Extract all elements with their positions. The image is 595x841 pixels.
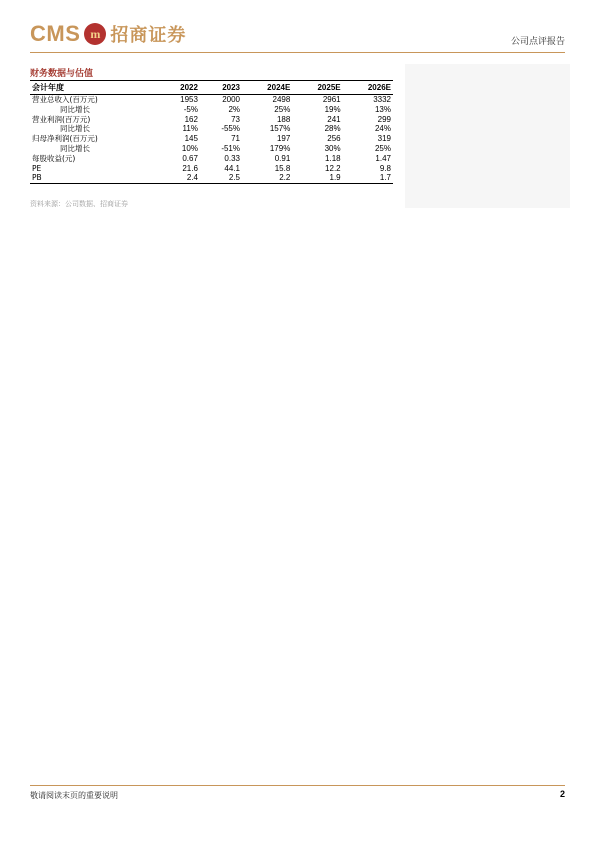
- table-cell: 2.2: [242, 173, 292, 183]
- table-cell: 73: [231, 114, 240, 124]
- table-cell: 2961: [322, 95, 341, 104]
- header-divider: [30, 52, 565, 53]
- table-cell: 179%: [269, 143, 291, 153]
- row-label: 营业利润(百万元): [32, 114, 91, 124]
- column-header: 2026E: [343, 81, 393, 95]
- table-cell: 12.2: [325, 163, 341, 173]
- cms-logo: [30, 20, 186, 48]
- table-cell: 13%: [374, 104, 391, 114]
- table-cell: 162: [184, 114, 198, 124]
- table-row: [30, 124, 393, 134]
- table-cell: 2%: [228, 104, 240, 114]
- row-label: PE: [32, 163, 42, 173]
- table-cell: 9.8: [379, 163, 391, 173]
- footer-notice: 敬请阅读末页的重要说明: [30, 791, 118, 800]
- column-header: 2023: [200, 81, 242, 95]
- row-label: 同比增长: [60, 104, 90, 114]
- table-cell: -5%: [183, 104, 198, 114]
- table-cell: 10%: [181, 143, 198, 153]
- logo-cms-text: CMS: [30, 21, 81, 46]
- table-cell: 188: [276, 114, 291, 124]
- side-panel: [405, 64, 570, 208]
- table-cell: 1.18: [325, 153, 341, 163]
- table-cell: 197: [276, 134, 291, 144]
- table-cell: -55%: [221, 124, 240, 134]
- table-cell: 3332: [373, 95, 391, 104]
- logo-company-name: 招商证券: [110, 25, 187, 46]
- table-row: [30, 134, 393, 144]
- table-cell: 1.9: [292, 173, 342, 183]
- table-cell: 21.6: [182, 163, 198, 173]
- table-cell: 0.33: [224, 153, 240, 163]
- table-row: [30, 164, 393, 174]
- page-number: 2: [559, 789, 565, 799]
- table-cell: 299: [377, 114, 391, 124]
- row-label: 同比增长: [60, 143, 90, 153]
- table-cell: 2.5: [200, 173, 242, 183]
- table-cell: 24%: [374, 124, 391, 134]
- table-title: 财务数据与估值: [30, 69, 94, 79]
- table-cell: 0.91: [274, 153, 291, 163]
- footer-divider: [30, 785, 565, 786]
- table-cell: 319: [377, 134, 391, 144]
- column-header-label: 会计年度: [30, 81, 160, 95]
- table-cell: 2.4: [160, 173, 200, 183]
- table-cell: 1.7: [343, 173, 393, 183]
- table-cell: 71: [231, 134, 240, 144]
- table-cell: 2498: [272, 95, 291, 104]
- table-row: [30, 115, 393, 125]
- table-header-row: [30, 81, 393, 95]
- report-type-label: 公司点评报告: [510, 37, 565, 47]
- column-header: 2022: [160, 81, 200, 95]
- row-label: 每股收益(元): [32, 153, 76, 163]
- table-cell: 25%: [374, 143, 391, 153]
- table-cell: 15.8: [274, 163, 291, 173]
- table-cell: 25%: [274, 104, 291, 114]
- logo-mark-icon: m: [84, 23, 106, 45]
- table-cell: -51%: [221, 143, 240, 153]
- source-note: 资料来源：公司数据、招商证券: [30, 200, 128, 208]
- table-row: [30, 144, 393, 154]
- table-cell: 2000: [222, 95, 240, 104]
- table-cell: 1.47: [375, 153, 391, 163]
- financial-table: [30, 80, 393, 184]
- table-cell: 241: [327, 114, 341, 124]
- table-cell: 1953: [180, 95, 198, 104]
- page-header: [30, 18, 565, 52]
- table-cell: 145: [184, 134, 198, 144]
- column-header: 2025E: [292, 81, 342, 95]
- table-cell: 44.1: [224, 163, 240, 173]
- table-cell: 157%: [269, 124, 291, 134]
- row-label: 营业总收入(百万元): [32, 95, 98, 104]
- table-cell: 0.67: [182, 153, 198, 163]
- column-header: 2024E: [242, 81, 292, 95]
- table-row: [30, 105, 393, 115]
- table-cell: 256: [327, 134, 341, 144]
- table-cell: 30%: [324, 143, 341, 153]
- table-cell: 11%: [182, 124, 198, 134]
- table-cell: 19%: [324, 104, 341, 114]
- row-label: PB: [30, 173, 160, 183]
- table-row: [30, 95, 393, 105]
- table-cell: 28%: [324, 124, 341, 134]
- row-label: 同比增长: [60, 124, 90, 134]
- row-label: 归母净利润(百万元): [32, 134, 98, 144]
- table-row: [30, 154, 393, 164]
- table-row: [30, 173, 393, 183]
